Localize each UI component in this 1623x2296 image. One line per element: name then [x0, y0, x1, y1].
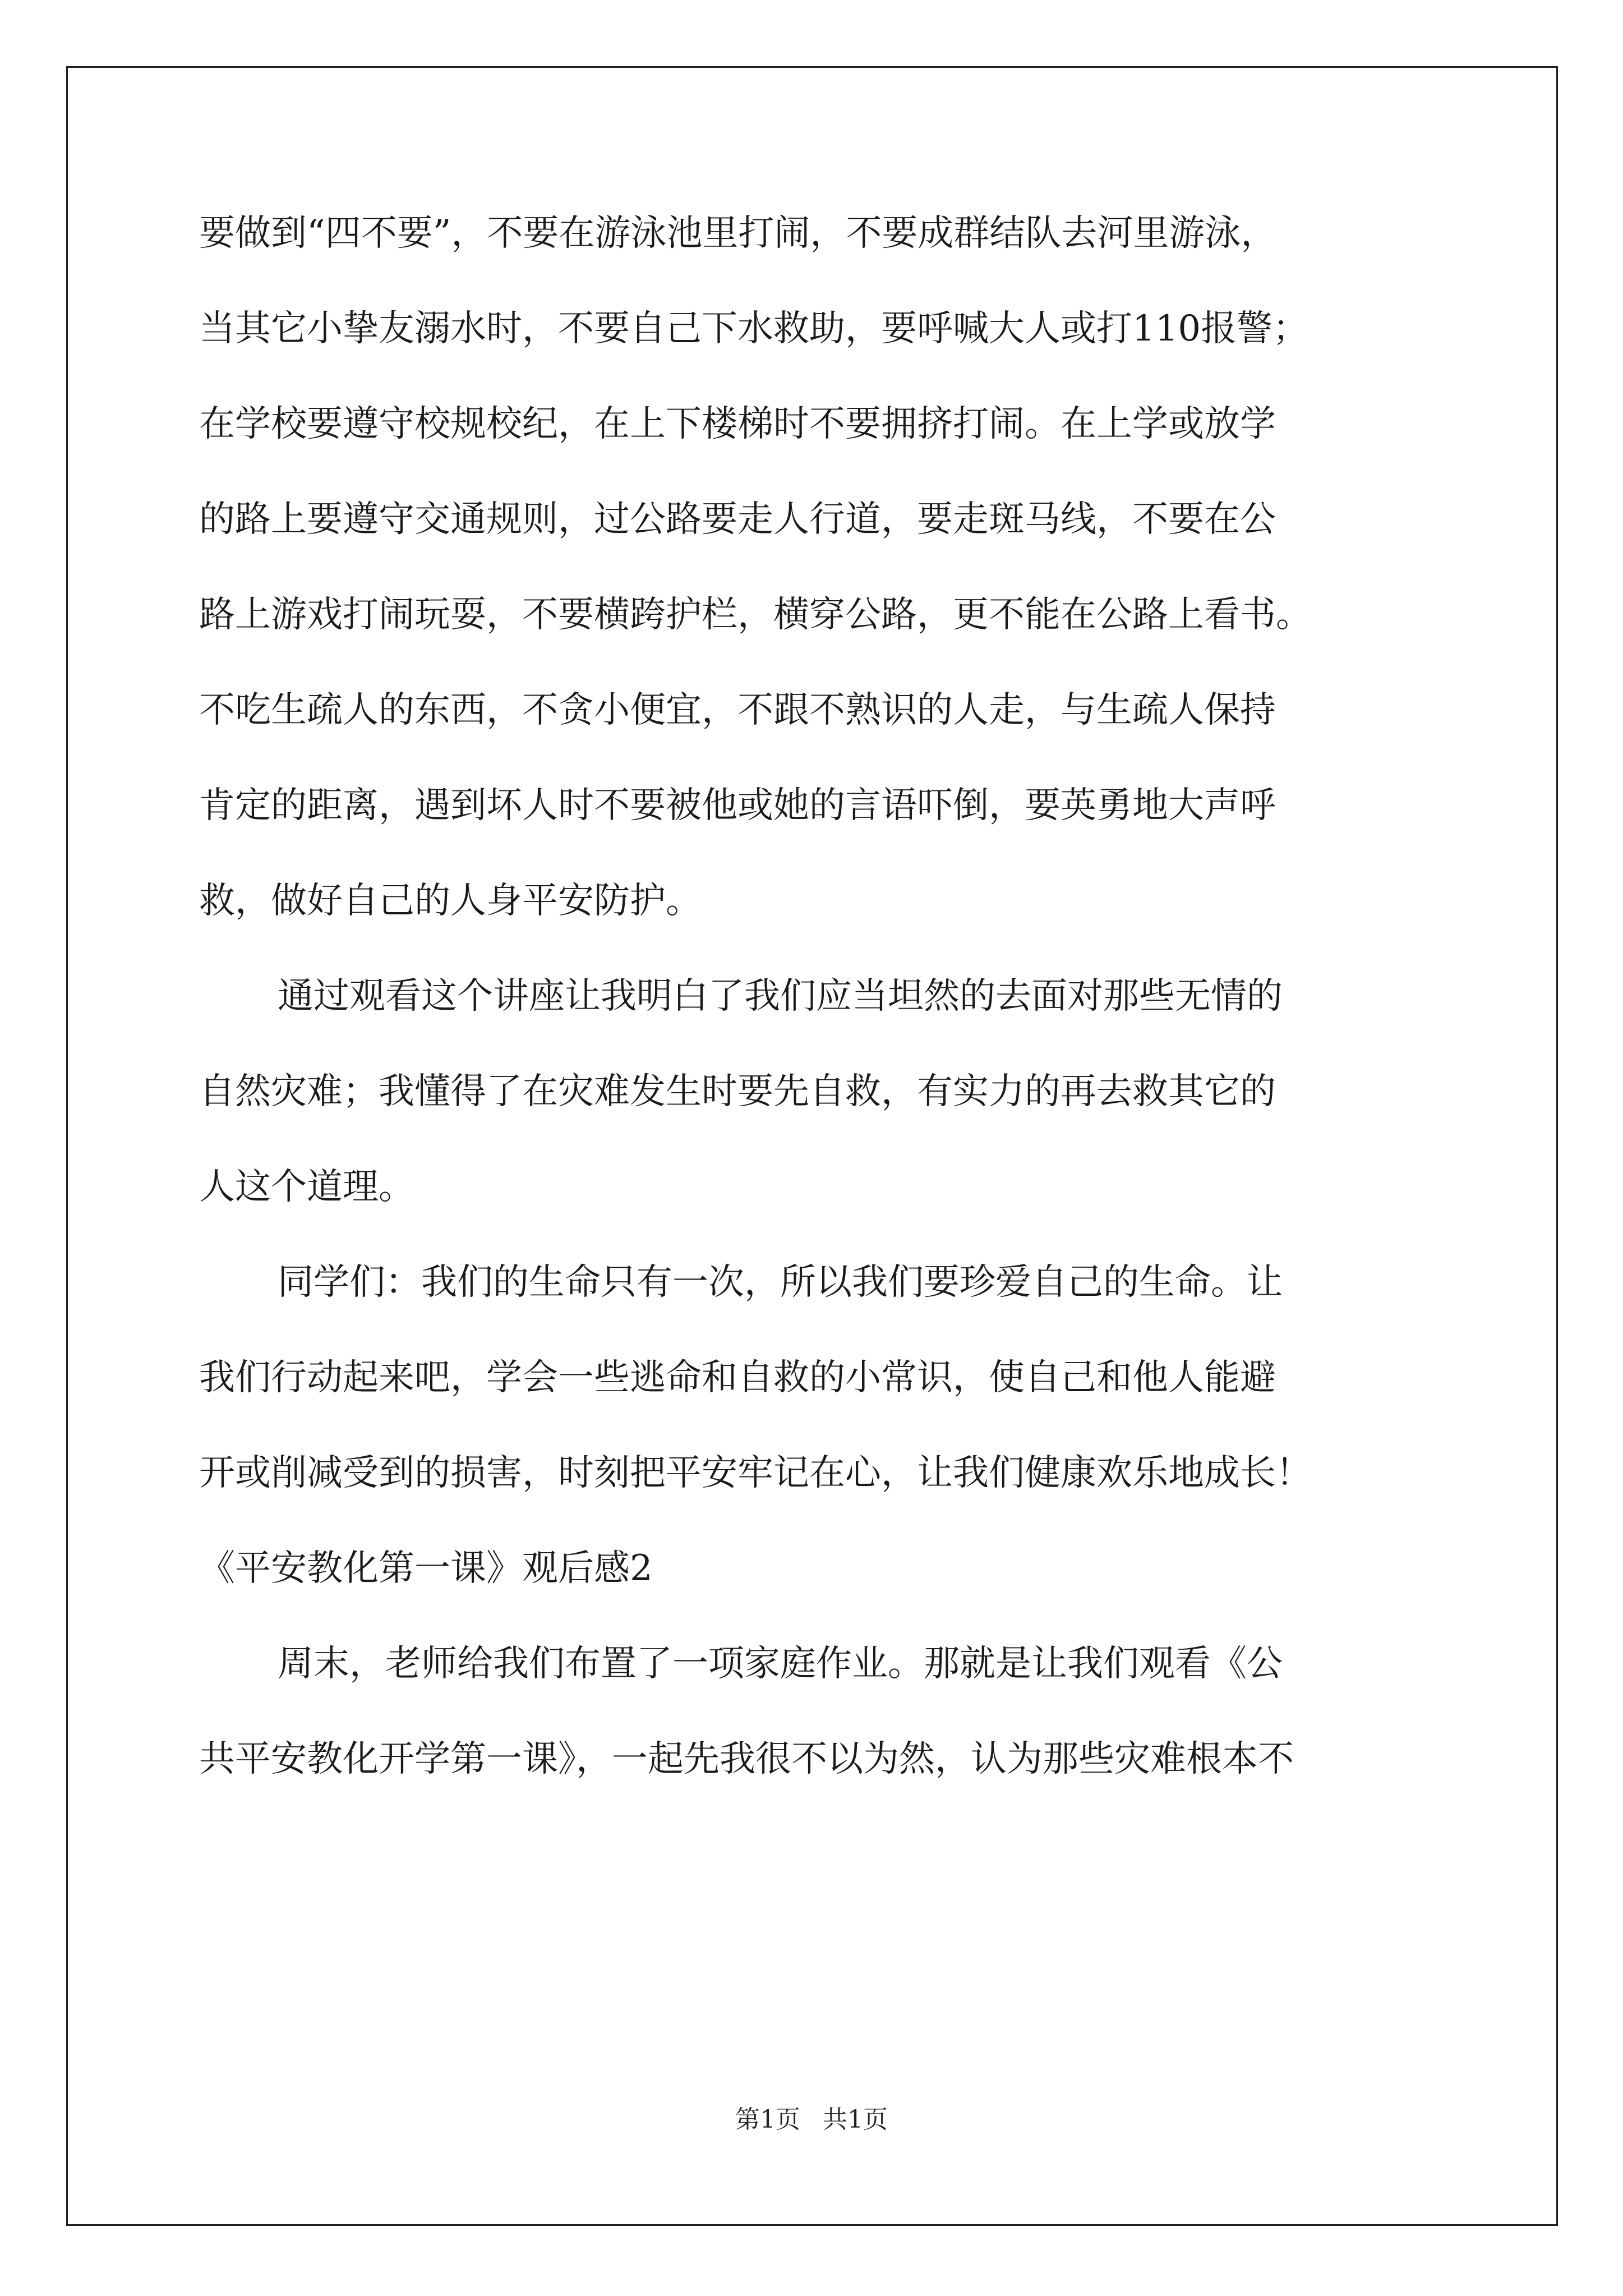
- body-line: 开或削减受到的损害，时刻把平安牢记在心，让我们健康欢乐地成长！: [199, 1452, 1312, 1494]
- document-body: [199, 213, 1427, 1834]
- body-line: 的路上要遵守交通规则，过公路要走人行道，要走斑马线，不要在公: [199, 499, 1276, 540]
- body-line: 肯定的距离，遇到坏人时不要被他或她的言语吓倒，要英勇地大声呼: [199, 785, 1276, 826]
- body-line: 当其它小挚友溺水时，不要自己下水救助，要呼喊大人或打110报警；: [199, 308, 1309, 349]
- paragraph-start-line: 通过观看这个讲座让我明白了我们应当坦然的去面对那些无情的: [278, 976, 1283, 1017]
- body-line: 共平安教化开学第一课》，一起先我很不以为然，认为那些灾难根本不: [199, 1738, 1294, 1780]
- body-line: 自然灾难；我懂得了在灾难发生时要先自救，有实力的再去救其它的: [199, 1071, 1276, 1112]
- body-line: 路上游戏打闹玩耍，不要横跨护栏，横穿公路，更不能在公路上看书。: [199, 594, 1312, 636]
- body-line: 在学校要遵守校规校纪，在上下楼梯时不要拥挤打闹。在上学或放学: [199, 403, 1276, 445]
- page-footer: [0, 2105, 1623, 2134]
- body-line: 人这个道理。: [199, 1166, 414, 1208]
- body-line: 我们行动起来吧，学会一些逃命和自救的小常识，使自己和他人能避: [199, 1357, 1276, 1398]
- page-total: 共1页: [823, 2105, 888, 2134]
- body-line: 要做到“四不要”，不要在游泳池里打闹，不要成群结队去河里游泳，: [199, 213, 1277, 254]
- page-number: 第1页: [735, 2105, 800, 2134]
- body-line: 救，做好自己的人身平安防护。: [199, 880, 702, 922]
- paragraph-start-line: 周末，老师给我们布置了一项家庭作业。那就是让我们观看《公: [278, 1643, 1283, 1685]
- section-heading: 《平安教化第一课》观后感2: [199, 1548, 653, 1589]
- paragraph-start-line: 同学们：我们的生命只有一次，所以我们要珍爱自己的生命。让: [278, 1262, 1283, 1303]
- body-line: 不吃生疏人的东西，不贪小便宜，不跟不熟识的人走，与生疏人保持: [199, 689, 1276, 731]
